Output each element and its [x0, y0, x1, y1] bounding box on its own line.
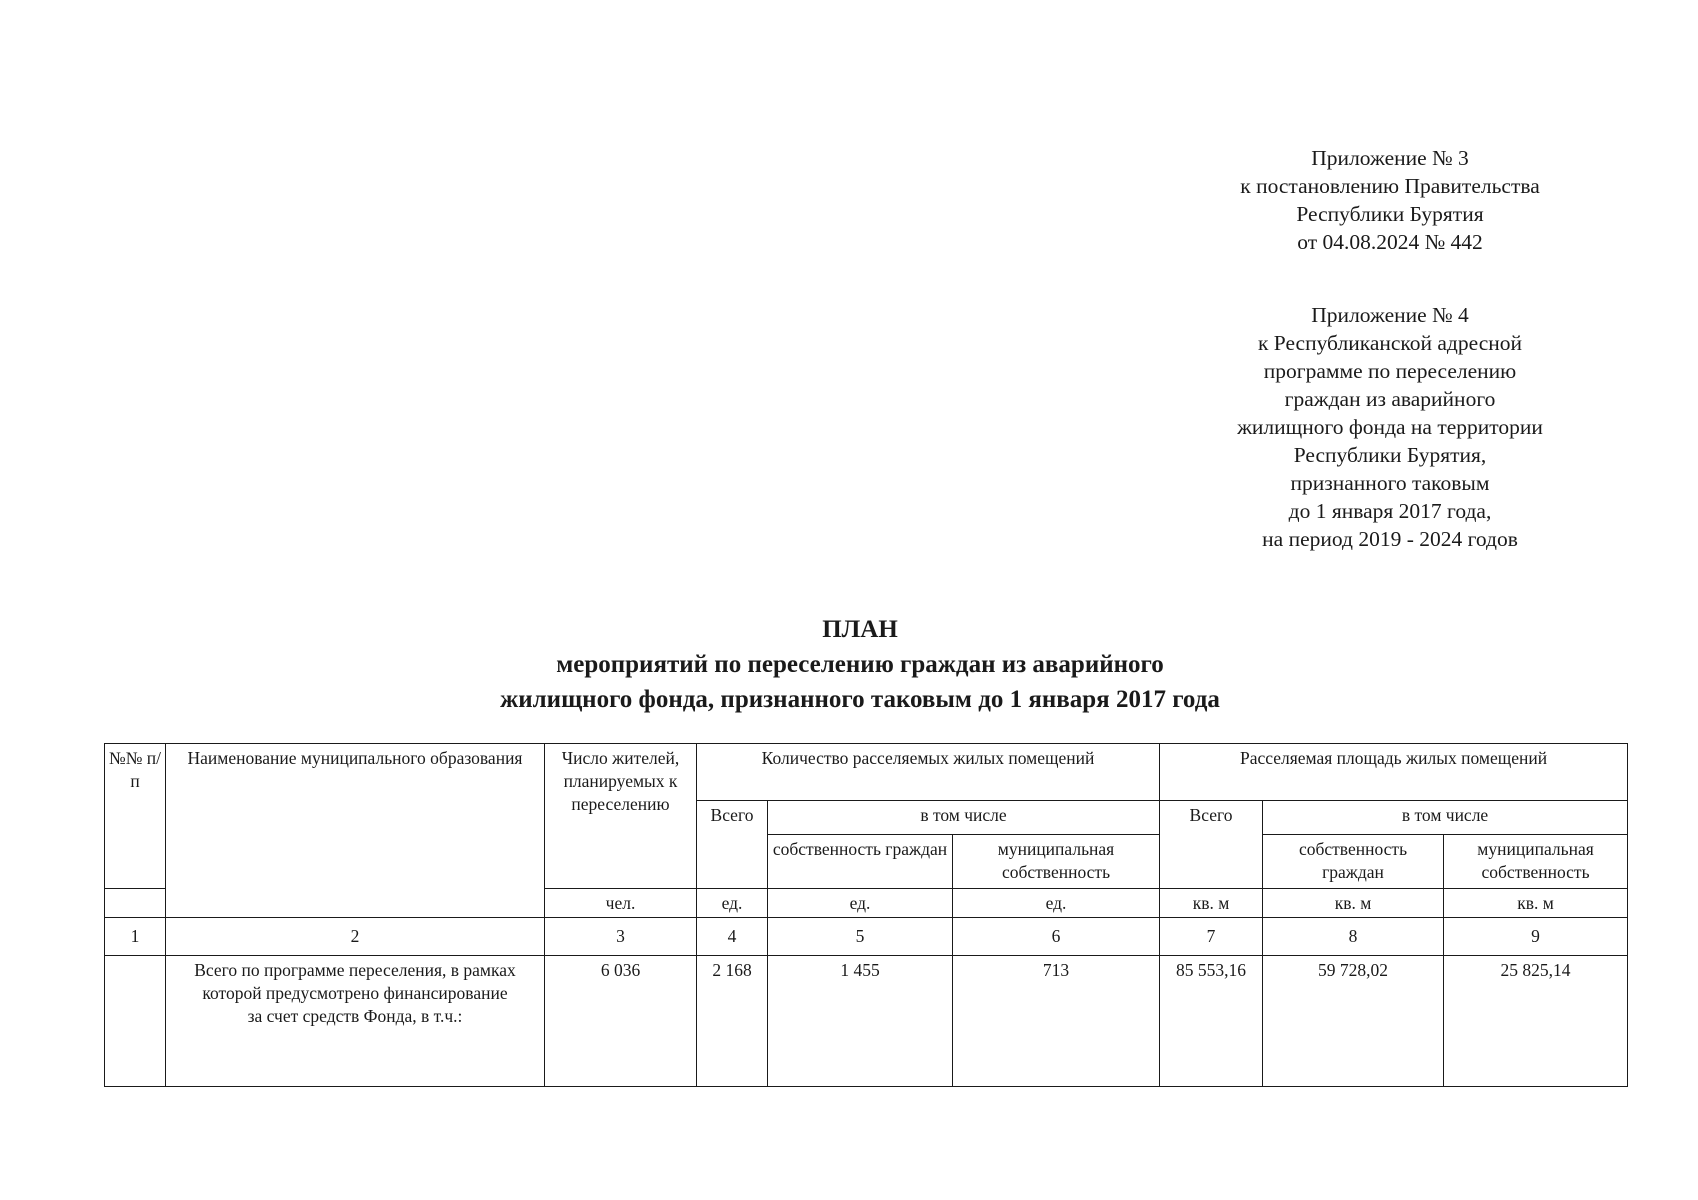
column-number-row	[105, 918, 1628, 956]
cell-rooms-private: 1 455	[768, 956, 953, 1087]
appendix-4-line: признанного таковым	[1290, 471, 1490, 495]
header-rooms-private: собственность граждан	[768, 835, 953, 889]
title-subheading: жилищного фонда, признанного таковым до 1 января 2017 года	[500, 686, 1220, 713]
header-num: №№ п/п	[105, 744, 166, 889]
unit-cell: чел.	[545, 889, 697, 918]
unit-cell: кв. м	[1263, 889, 1444, 918]
column-number: 4	[697, 918, 768, 956]
cell-name: Всего по программе переселения, в рамках которой предусмотрено финансирование за счет средств Фонда, в т.ч.:	[166, 956, 545, 1087]
header-rooms-total: Всего	[697, 801, 768, 889]
cell-area-municipal: 25 825,14	[1444, 956, 1628, 1087]
column-number: 9	[1444, 918, 1628, 956]
cell-residents: 6 036	[545, 956, 697, 1087]
header-area-municipal: муниципальная собственность	[1444, 835, 1628, 889]
appendix-4-line: к Республиканской адресной	[1257, 331, 1523, 355]
appendix-4-line: программе по переселению	[1263, 359, 1517, 383]
plan-table	[104, 743, 1628, 1087]
unit-cell: кв. м	[1160, 889, 1263, 918]
header-name: Наименование муниципального образования	[166, 744, 545, 918]
appendix-3-line: от 04.08.2024 № 442	[1297, 230, 1483, 254]
appendix-4-line: Приложение № 4	[1311, 303, 1469, 327]
unit-cell: кв. м	[1444, 889, 1628, 918]
header-row	[105, 744, 1628, 801]
column-number: 7	[1160, 918, 1263, 956]
header-residents: Число жителей, планируемых к переселению	[545, 744, 697, 889]
unit-cell: ед.	[768, 889, 953, 918]
column-number: 2	[166, 918, 545, 956]
cell-area-total: 85 553,16	[1160, 956, 1263, 1087]
unit-cell: ед.	[697, 889, 768, 918]
header-rooms-municipal: муниципальная собственность	[953, 835, 1160, 889]
appendix-3-line: Приложение № 3	[1311, 146, 1469, 170]
appendix-4-line: Республики Бурятия,	[1293, 443, 1487, 467]
header-rooms-including: в том числе	[768, 801, 1160, 835]
appendix-4-line: граждан из аварийного	[1284, 387, 1496, 411]
column-number: 6	[953, 918, 1160, 956]
header-area-total: Всего	[1160, 801, 1263, 889]
unit-cell-empty	[105, 889, 166, 918]
appendix-4-block	[1170, 301, 1610, 553]
header-area-private: собственность граждан	[1263, 835, 1444, 889]
appendix-4-line: до 1 января 2017 года,	[1288, 499, 1492, 523]
appendix-4-line: жилищного фонда на территории	[1237, 415, 1543, 439]
appendix-4-line: на период 2019 - 2024 годов	[1262, 527, 1518, 551]
cell-rooms-municipal: 713	[953, 956, 1160, 1087]
appendix-3-line: к постановлению Правительства	[1240, 174, 1540, 198]
unit-cell: ед.	[953, 889, 1160, 918]
title-heading: ПЛАН	[822, 616, 898, 643]
column-number: 5	[768, 918, 953, 956]
header-area-including: в том числе	[1263, 801, 1628, 835]
column-number: 1	[105, 918, 166, 956]
cell-area-private: 59 728,02	[1263, 956, 1444, 1087]
column-number: 8	[1263, 918, 1444, 956]
table-row	[105, 956, 1628, 1087]
appendix-3-block	[1170, 144, 1610, 256]
column-number: 3	[545, 918, 697, 956]
appendix-3-line: Республики Бурятия	[1296, 202, 1484, 226]
header-area-group: Расселяемая площадь жилых помещений	[1160, 744, 1628, 801]
cell-rooms-total: 2 168	[697, 956, 768, 1087]
title-subheading: мероприятий по переселению граждан из аварийного	[556, 651, 1164, 678]
document-title	[380, 612, 1340, 717]
cell-num	[105, 956, 166, 1087]
header-rooms-group: Количество расселяемых жилых помещений	[697, 744, 1160, 801]
